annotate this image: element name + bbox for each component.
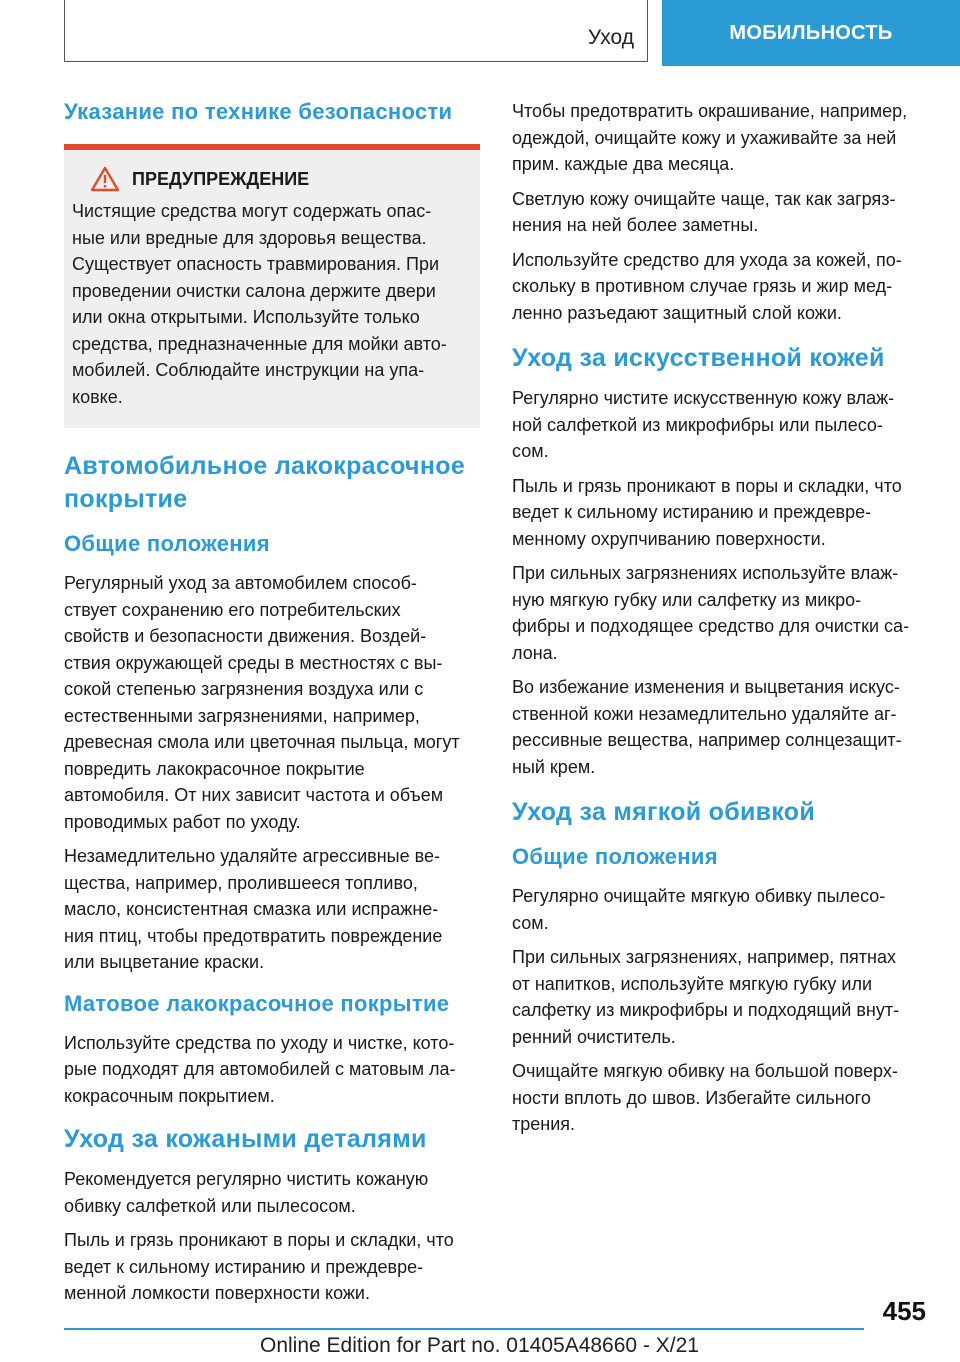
- paragraph: Очищайте мягкую обивку на большой поверх- ности вплоть до швов. Избегайте сильного трения.: [512, 1061, 898, 1134]
- matte-heading: Матовое лакокрасочное покрытие: [64, 990, 450, 1016]
- paragraph: При сильных загрязнениях, например, пятнах от напитков, используйте мягкую губку или салфетку из микрофибры и подходящий внут- ренний очиститель.: [512, 947, 900, 1047]
- artificial-leather-heading: Уход за искусственной кожей: [512, 344, 885, 372]
- paint-heading: [64, 450, 480, 516]
- paragraph: При сильных загрязнениях используйте влаж- ную мягкую губку или салфетку из микро- фибры и подходящее средство для очистки са- лона.: [512, 563, 910, 663]
- footer-divider: [64, 1328, 864, 1330]
- leather-heading: Уход за кожаными деталями: [64, 1125, 427, 1153]
- warning-title-row: [72, 166, 472, 192]
- upholstery-heading: Уход за мягкой обивкой: [512, 798, 816, 826]
- upholstery-general-heading: Общие положения: [512, 844, 718, 869]
- footer-edition-link[interactable]: Online Edition for Part no. 01405A48660 - X/21: [260, 1334, 699, 1357]
- paragraph: Регулярно чистите искусственную кожу влаж- ной салфеткой из микрофибры или пылесо- сом.: [512, 388, 895, 461]
- paragraph: Во избежание изменения и выцветания искус- ственной кожи незамедлительно удаляйте аг- рессивные вещества, например солнцезащит- ный крем.: [512, 677, 902, 777]
- paint-general-heading: Общие положения: [64, 531, 270, 556]
- safety-heading: Указание по технике безопасности: [64, 99, 453, 124]
- left-column: [64, 98, 480, 1315]
- paragraph: Используйте средство для ухода за кожей, по- скольку в противном случае грязь и жир мед- ленно разъедают защитный слой кожи.: [512, 249, 902, 323]
- header-chapter-tab[interactable]: МОБИЛЬНОСТЬ: [662, 0, 960, 66]
- paragraph: Регулярный уход за автомобилем способ- ствует сохранению его потребительских свойств и безопасности движения. Воздей- ствия окружающей среды в местностях с вы- сокой степенью загрязнения воздуха или с естественными загрязнениями, например, древесная смола или цветочная пыльца, могут повредить лакокрасочное покрытие автомобиля. От них зависит частота и объем проводимых работ по уходу.: [64, 573, 460, 832]
- warning-box: [64, 144, 480, 428]
- warning-text: Чистящие средства могут содержать опас- ные или вредные для здоровья вещества. Существует опасность травмирования. При проведении очистки салона держите двери или окна открытыми. Используйте только средства, предназначенные для мойки авто- мобилей. Соблюдайте инструкции на упа- ковке.: [72, 201, 447, 407]
- page-number: 455: [882, 1296, 926, 1326]
- paragraph: Светлую кожу очищайте чаще, так как загряз- нения на ней более заметны.: [512, 188, 896, 235]
- warning-triangle-icon: [90, 166, 120, 192]
- paragraph: Регулярно очищайте мягкую обивку пылесо- сом.: [512, 886, 886, 933]
- header-section-title: Уход: [587, 26, 634, 49]
- paint-heading-line-2: покрытие: [64, 485, 188, 513]
- paragraph: Используйте средства по уходу и чистке, кото- рые подходят для автомобилей с матовым ла- кокрасочным покрытием.: [64, 1032, 456, 1106]
- paragraph: Чтобы предотвратить окрашивание, например, одеждой, очищайте кожу и ухаживайте за ней прим. каждые два месяца.: [512, 101, 908, 174]
- warning-title: ПРЕДУПРЕЖДЕНИЕ: [132, 168, 310, 189]
- right-column: [512, 98, 928, 1146]
- paragraph: Пыль и грязь проникают в поры и складки, что ведет к сильному истиранию и преждевре- менной ломкости поверхности кожи.: [64, 1230, 454, 1303]
- paragraph: Пыль и грязь проникают в поры и складки, что ведет к сильному истиранию и преждевре- менному охрупчиванию поверхности.: [512, 475, 902, 549]
- paragraph: Рекомендуется регулярно чистить кожаную обивку салфеткой или пылесосом.: [64, 1169, 429, 1216]
- paragraph: Незамедлительно удаляйте агрессивные ве- щества, например, пролившееся топливо, масло, консистентная смазка или испражне- ния птиц, чтобы предотвратить повреждение или выцветание краски.: [64, 846, 443, 972]
- header-frame: [64, 0, 648, 62]
- paint-heading-line-1: Автомобильное лакокрасочное: [64, 452, 466, 480]
